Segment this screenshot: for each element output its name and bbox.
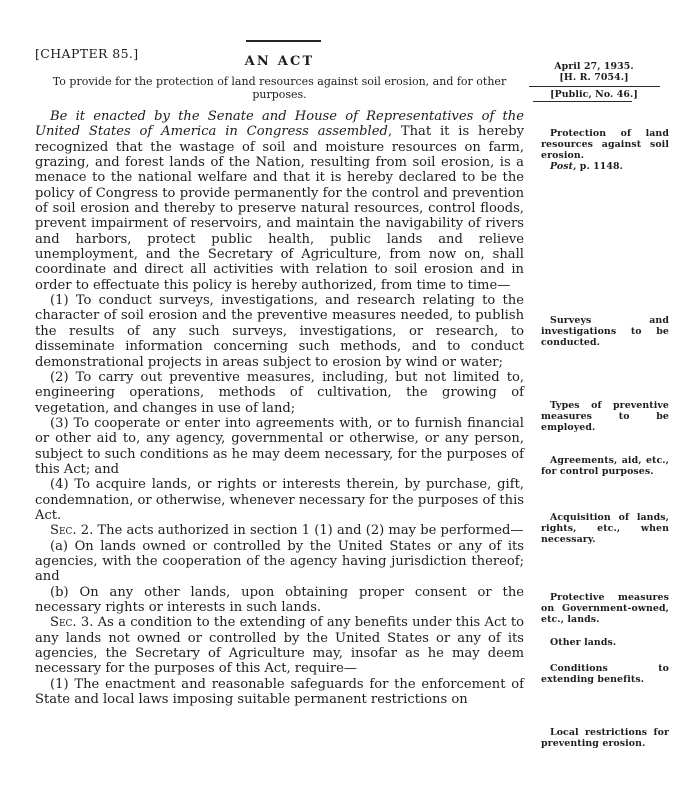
section1-item2: (2) To carry out preventive measures, including, but not limited to, engineering operations, methods of cultivation, the growing of vegetation, and changes in use of land; [35,369,524,416]
margin-note-conditions [541,663,669,685]
margin-note-agreements-text: Agreements, aid, etc., for control purposes. [541,455,669,477]
enacting-clause-italic: Be it enacted by the Senate and House of Representatives of the United States of America in Congress assembled [35,109,524,140]
section3-label: Sec. 3. [50,615,94,631]
enacting-clause-rest: , That it is hereby recognized that the wastage of soil and moisture resources on farm, grazing, and forest lands of the Nation, resulting from soil erosion, is a menace to the national welfare and that it is hereby declared to be the policy of Congress to provide permanently for the control and prevention of soil erosion and thereby to preserve natural resources, control floods, prevent impairment of reservoirs, and maintain the navigability of rivers and harbors, protect public health, public lands and relieve unemployment, and the Secretary of Agriculture, from now on, shall coordinate and direct all activities with relation to soil erosion and in order to effectuate this policy is hereby authorized, from time to time— [35,124,524,293]
section1-item4: (4) To acquire lands, or rights or interests therein, by purchase, gift, condemnation, or otherwise, whenever necessary for the purposes of this Act. [35,477,525,523]
headnote-line-2: purposes. [252,87,307,101]
margin-note-protective-measures [541,592,669,625]
act-headnote [30,76,529,101]
post-ref-rest: , p. 1148. [573,161,624,172]
margin-note-agreements [541,455,669,477]
section2-text: The acts authorized in section 1 (1) and (2) may be performed— [93,523,524,539]
margin-note-conditions-text: Conditions to extending benefits. [541,663,669,685]
act-heading-rule [246,40,321,42]
margin-note-preventive-measures-text: Types of preventive measures to be employed. [541,400,669,433]
section3 [35,615,524,676]
margin-note-local-restrictions-text: Local restrictions for preventing erosion. [541,727,669,749]
section1-item3: (3) To cooperate or enter into agreements with, or to furnish financial or other aid to, any agency, governmental or otherwise, or any person, subject to such conditions as he may deem necessary, for the purposes of this Act; and [35,415,524,477]
section3-text: As a condition to the extending of any benefits under this Act to any lands not owned or controlled by the United States or any of its agencies, the Secretary of Agriculture may, insofar as he may deem necessary for the purposes of this Act, require— [35,615,524,677]
date-separator-rule [529,86,660,87]
margin-note-acquisition [541,512,669,545]
bill-number: [H. R. 7054.] [559,72,629,83]
section2-item-b: (b) On any other lands, upon obtaining proper consent or the necessary rights or interests in such lands. [35,584,524,615]
margin-note-acquisition-text: Acquisition of lands, rights, etc., when necessary. [541,512,669,545]
margin-note-protective-measures-text: Protective measures on Government-owned, etc., lands. [541,592,669,625]
section3-item1: (1) The enactment and reasonable safeguards for the enforcement of State and local laws imposing suitable permanent restrictions on [35,676,524,708]
section2-item-a: (a) On lands owned or controlled by the United States or any of its agencies, with the cooperation of the agency having jurisdiction thereof; and [35,538,524,585]
public-law-number: [Public, No. 46.] [550,89,638,100]
margin-note-protection-text: Protection of land resources against soil erosion. [541,128,669,161]
margin-note-preventive-measures [541,400,669,433]
section1-item1: (1) To conduct surveys, investigations, and research relating to the character of soil erosion and the preventive measures needed, to publish the results of any such surveys, investigations, or research, to disseminate information concerning such methods, and to conduct demonstrational projects in areas subject to erosion by wind or water; [35,293,524,370]
margin-note-other-lands-text: Other lands. [550,637,617,648]
statute-body [35,109,524,707]
act-heading: AN ACT [244,54,315,69]
post-ref-italic: Post [550,161,574,172]
margin-note-surveys-text: Surveys and investigations to be conducted. [541,315,669,348]
section2 [35,523,524,538]
margin-note-local-restrictions [541,727,669,749]
margin-note-post-reference [541,161,669,172]
section2-label: Sec. 2. [50,523,94,539]
chapter-label: [CHAPTER 85.] [35,46,139,61]
headnote-line-1: To provide for the protection of land resources against soil erosion, and for other [52,75,507,88]
public-law-underline [533,101,632,102]
margin-note-protection [541,128,669,172]
margin-note-surveys [541,315,669,348]
margin-note-other-lands [541,637,669,648]
enacting-clause [35,109,524,293]
enactment-date: April 27, 1935. [554,61,634,72]
